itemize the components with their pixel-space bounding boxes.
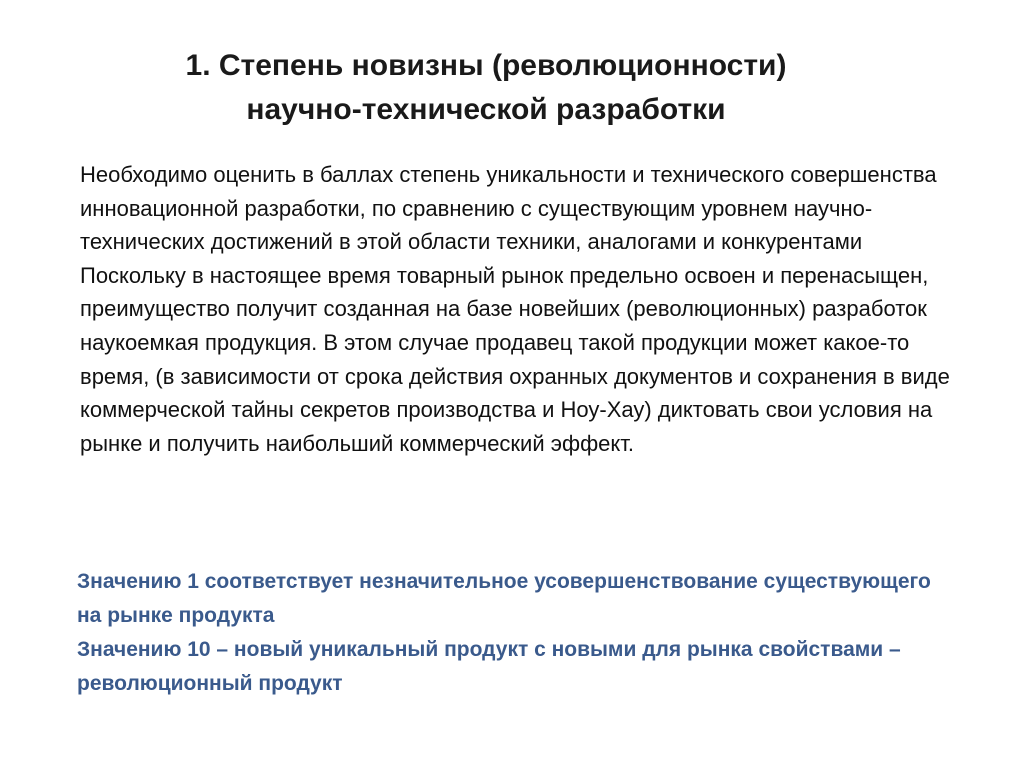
paragraph-market: Поскольку в настоящее время товарный рынок предельно освоен и перенасыщен, преимущество получит созданная на базе новейших (революционных) разработок наукоемкая продукция. В этом случае продавец такой продукции может какое-то время, (в зависимости от срока действия охранных документов и сохранения в виде коммерческой тайны секретов производства и Ноу-Хау) диктовать свои условия на рынке и получить наибольший коммерческий эффект. [80,262,950,456]
body-text [80,158,960,460]
slide-title-line-1: 1. Степень новизны (революционности) [185,49,787,82]
scale-notes [77,565,957,701]
slide-title [0,44,972,132]
paragraph-evaluation: Необходимо оценить в баллах степень уникальности и технического совершенства инновационной разработки, по сравнению с существующим уровнем научно-технических достижений в этой области техники, аналогами и конкурентами [80,162,937,255]
scale-note-value-1: Значению 1 соответствует незначительное усовершенствование существующего на рынке продукта [77,570,931,627]
scale-note-value-10: Значению 10 – новый уникальный продукт с новыми для рынка свойствами – революционный продукт [77,638,901,695]
slide-title-line-2: научно-технической разработки [246,93,726,126]
